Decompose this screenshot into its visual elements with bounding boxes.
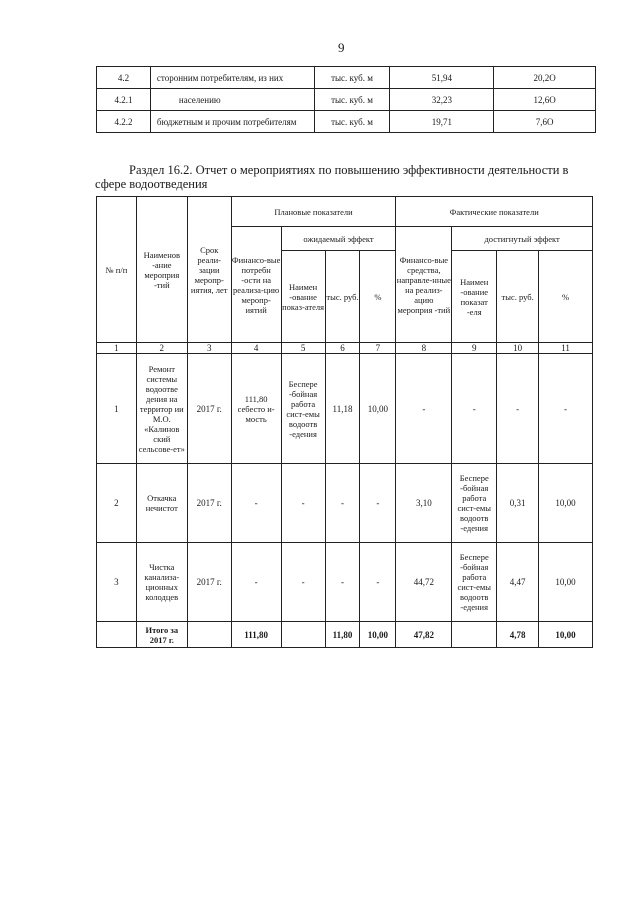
row-fact-percent: 10,00 [539,464,593,543]
table-row [97,111,596,133]
row-unit: тыс. куб. м [314,89,390,111]
row-plan-percent: - [360,464,396,543]
header-planned-group: Плановые показатели [231,197,396,227]
total-fact-percent: 10,00 [539,622,593,648]
row-fact-indicator: Беспере -бойная работа сист-емы водоотв -едения [452,543,497,622]
header-actual-group: Фактические показатели [396,197,593,227]
row-num: 1 [97,354,137,464]
row-fact-finance: 44,72 [396,543,452,622]
row-plan: 19,71 [390,111,494,133]
row-name: Откачка нечистот [136,464,187,543]
total-label: Итого за 2017 г. [136,622,187,648]
col-number: 7 [360,343,396,354]
col-number: 10 [497,343,539,354]
col-number: 3 [187,343,231,354]
header-plan-finance: Финансо-вые потребн -ости на реализа-цию меропр-иятий [231,227,281,343]
row-code: 4.2.1 [97,89,151,111]
row-name: бюджетным и прочим потребителям [150,111,314,133]
row-unit: тыс. куб. м [314,111,390,133]
row-name: населению [150,89,314,111]
col-number: 8 [396,343,452,354]
row-code: 4.2 [97,67,151,89]
col-number: 4 [231,343,281,354]
column-number-row [97,343,593,354]
row-plan-finance: - [231,464,281,543]
row-plan-percent: 10,00 [360,354,396,464]
total-fact-finance: 47,82 [396,622,452,648]
header-plan-percent: % [360,251,396,343]
page-number: 9 [338,40,345,55]
header-achieved-effect: достигнутый эффект [452,227,593,251]
header-fact-indicator: Наимен -ование показат -еля [452,251,497,343]
section-heading-line2: сфере водоотведения [95,177,208,191]
row-name: сторонним потребителям, из них [150,67,314,89]
row-plan-percent: - [360,543,396,622]
row-plan-thousand: - [325,464,360,543]
row-plan: 51,94 [390,67,494,89]
total-plan-finance: 111,80 [231,622,281,648]
header-term: Срок реали-зации меропр-иятия, лет [187,197,231,343]
row-name: Чистка канализа-ционных колодцев [136,543,187,622]
row-plan-thousand: 11,18 [325,354,360,464]
row-plan-indicator: - [281,543,325,622]
row-fact: 12,6О [494,89,596,111]
row-term: 2017 г. [187,543,231,622]
total-fact-thousand: 4,78 [497,622,539,648]
row-name: Ремонт системы водоотве дения на территор ии М.О. «Калинов ский сельсовe-ет» [136,354,187,464]
total-plan-thousand: 11,80 [325,622,360,648]
row-fact-indicator: Беспере -бойная работа сист-емы водоотв -едения [452,464,497,543]
row-code: 4.2.2 [97,111,151,133]
row-term: 2017 г. [187,464,231,543]
row-plan-finance: - [231,543,281,622]
row-plan-indicator: Беспере -бойная работа сист-емы водоотв -едения [281,354,325,464]
total-plan-percent: 10,00 [360,622,396,648]
header-fact-thousand: тыс. руб. [497,251,539,343]
header-expected-effect: ожидаемый эффект [281,227,396,251]
row-fact-finance: 3,10 [396,464,452,543]
row-term: 2017 г. [187,354,231,464]
row-num: 2 [97,464,137,543]
col-number: 6 [325,343,360,354]
row-fact-indicator: - [452,354,497,464]
header-name: Наименов -ание мероприя -тий [136,197,187,343]
row-fact-thousand: 4,47 [497,543,539,622]
header-num: № п/п [97,197,137,343]
row-fact-thousand: 0,31 [497,464,539,543]
col-number: 9 [452,343,497,354]
row-plan-thousand: - [325,543,360,622]
col-number: 1 [97,343,137,354]
row-fact-finance: - [396,354,452,464]
row-plan-indicator: - [281,464,325,543]
row-fact-percent: 10,00 [539,543,593,622]
table-row [97,67,596,89]
row-num: 3 [97,543,137,622]
table-row [97,89,596,111]
table-row [97,464,593,543]
table-row [97,543,593,622]
measures-table [96,196,593,648]
col-number: 5 [281,343,325,354]
total-row [97,622,593,648]
consumption-table [96,66,596,133]
row-fact-percent: - [539,354,593,464]
header-plan-indicator: Наимен -ование показ-ателя [281,251,325,343]
section-heading [95,163,605,191]
col-number: 2 [136,343,187,354]
header-fact-percent: % [539,251,593,343]
row-plan: 32,23 [390,89,494,111]
row-fact: 20,2О [494,67,596,89]
header-plan-thousand: тыс. руб. [325,251,360,343]
row-unit: тыс. куб. м [314,67,390,89]
row-plan-finance: 111,80 себесто и-мость [231,354,281,464]
row-fact: 7,6О [494,111,596,133]
table-row [97,354,593,464]
header-fact-finance: Финансо-вые средства, направле-нные на реализ-ацию мероприя -тий [396,227,452,343]
row-fact-thousand: - [497,354,539,464]
col-number: 11 [539,343,593,354]
section-heading-line1: Раздел 16.2. Отчет о мероприятиях по повышению эффективности деятельности в [129,163,569,177]
